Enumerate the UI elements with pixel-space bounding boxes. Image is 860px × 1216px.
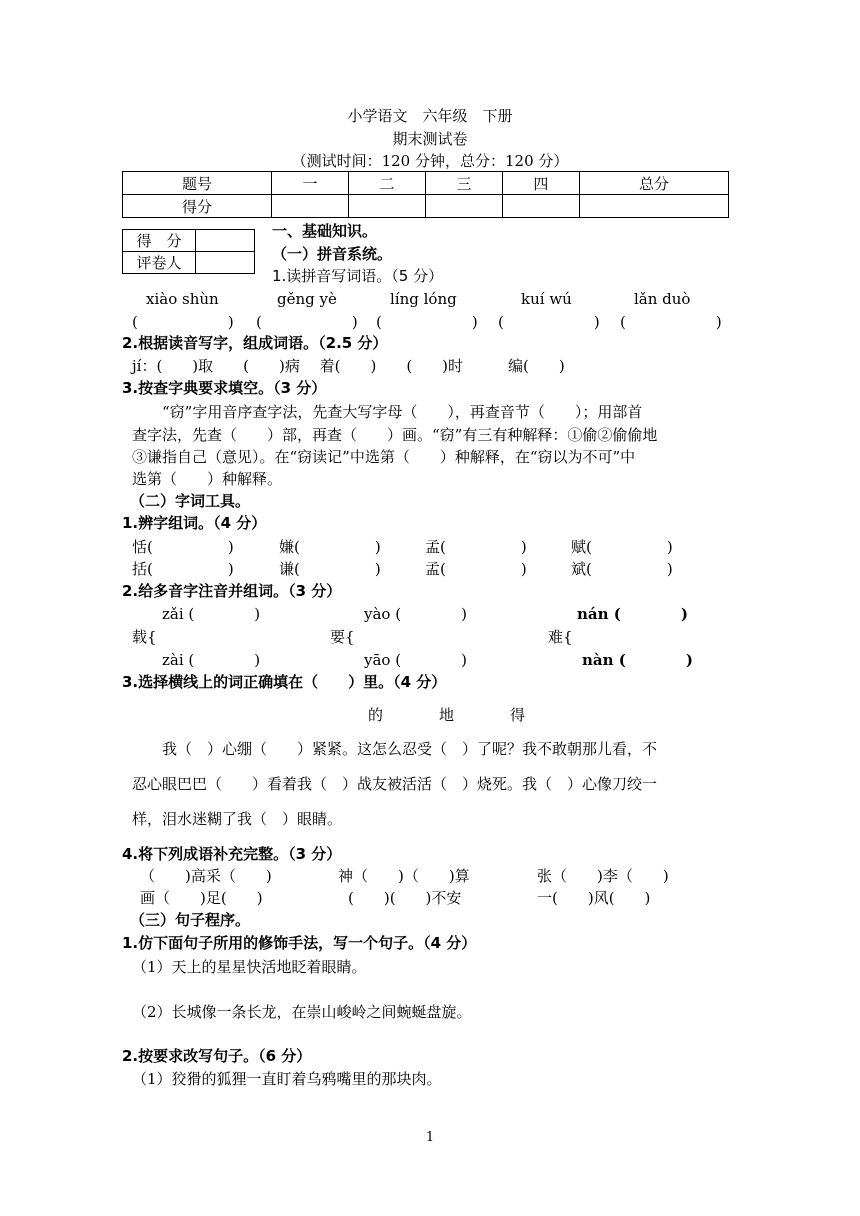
example-sentence: （2）长城像一条长龙，在崇山峻岭之间蜿蜒盘旋。 [132,1003,472,1021]
question-paragraph: 查字法，先查（ ）部，再查（ ）画。“窃”有三有种解释：①偷②偷偷地 [132,426,658,444]
idiom-blank[interactable]: 一( )风( ) [537,889,651,907]
idiom-blank[interactable]: 张（ )李（ ) [537,867,669,885]
polyphone-blank[interactable]: nán ( ) [577,605,688,623]
question-title: 4.将下列成语补充完整。（3 分） [122,845,342,863]
question-paragraph: 选第（ ）种解释。 [132,470,283,488]
word-blank[interactable]: 斌( ) [571,560,673,578]
idiom-blank[interactable]: 神（ )（ )算 [338,867,470,885]
pinyin-item: lǎn duò [634,290,691,308]
question-paragraph: 忍心眼巴巴（ ）看着我（ ）战友被活活（ ）烧死。我（ ）心像刀绞一 [132,775,658,793]
polyphone-blank[interactable]: yāo ( ) [364,651,467,669]
question-paragraph: 我（ ）心绷（ ）紧紧。这怎么忍受（ ）了呢？我不敢朝那儿看，不 [132,740,658,758]
answer-blank[interactable]: ( ) [256,313,358,331]
question-line: jí：( )取 ( )病 着( ) ( )时 编( ) [132,357,565,375]
grader-score-label: 得 分 [123,230,196,252]
word-blank[interactable]: 赋( ) [571,538,673,556]
subsection-heading: （三）句子程序。 [130,911,251,929]
pinyin-item: líng lóng [390,290,457,308]
pinyin-item: gěng yè [277,290,337,308]
polyphone-char: 要{ [330,628,355,646]
score-cell[interactable] [349,195,426,218]
score-table-header: 三 [425,172,502,195]
score-row-label: 得分 [123,195,272,218]
grader-score-cell[interactable] [196,230,255,252]
score-cell[interactable] [502,195,579,218]
word-blank[interactable]: 谦( ) [279,560,381,578]
score-table-score-row [123,195,729,218]
answer-blank[interactable]: ( ) [376,313,478,331]
score-table-header-row [123,172,729,195]
pinyin-item: kuí wú [521,290,572,308]
score-cell[interactable] [425,195,502,218]
polyphone-char: 载{ [132,628,157,646]
section-heading: 一、基础知识。 [272,222,378,240]
word-blank[interactable]: 嫌( ) [279,538,381,556]
question-title: 2.按要求改写句子。（6 分） [122,1047,312,1065]
answer-blank[interactable]: ( ) [498,313,600,331]
score-table-header: 总分 [579,172,728,195]
score-table-header: 题号 [123,172,272,195]
word-blank[interactable]: 括( ) [132,560,234,578]
pinyin-item: xiào shùn [146,290,219,308]
word-choice: 得 [510,706,526,724]
polyphone-blank[interactable]: nàn ( ) [582,651,693,669]
question-title: 1.仿下面句子所用的修饰手法，写一个句子。（4 分） [122,934,477,952]
example-sentence: （1）天上的星星快活地眨着眼睛。 [132,958,367,976]
word-blank[interactable]: 孟( ) [425,538,527,556]
question-title: 2.根据读音写字，组成词语。（2.5 分） [122,334,388,352]
score-cell[interactable] [579,195,728,218]
question-paragraph: ③谦指自己（意见）。在“窃读记”中选第（ ）种解释，在“窃以为不可”中 [132,448,636,466]
question-title: 3.按查字典要求填空。（3 分） [122,379,327,397]
polyphone-blank[interactable]: zǎi ( ) [162,605,261,623]
idiom-blank[interactable]: ( )( )不安 [348,889,462,907]
grader-name-label: 评卷人 [123,252,196,274]
word-blank[interactable]: 孟( ) [425,560,527,578]
question-title: 1.辨字组词。（4 分） [122,514,267,532]
word-choice: 地 [439,706,455,724]
paper-title: 期末测试卷 [392,130,468,148]
polyphone-blank[interactable]: yào ( ) [364,605,467,623]
polyphone-char: 难{ [548,628,573,646]
idiom-blank[interactable]: 画（ )足( ) [140,889,263,907]
subsection-heading: （一）拼音系统。 [272,245,393,263]
paper-subject-title: 小学语文 六年级 下册 [347,107,513,125]
grader-name-cell[interactable] [196,252,255,274]
word-blank[interactable]: 恬( ) [132,538,234,556]
answer-blank[interactable]: ( ) [620,313,722,331]
answer-blank[interactable]: ( ) [132,313,234,331]
question-paragraph: 样，泪水迷糊了我（ ）眼睛。 [132,810,343,828]
score-cell[interactable] [272,195,349,218]
question-title: 3.选择横线上的词正确填在（ ）里。（4 分） [122,673,447,691]
question-title: 1.读拼音写词语。（5 分） [272,267,444,285]
grader-table [122,229,255,274]
page-number: 1 [425,1130,435,1145]
question-title: 2.给多音字注音并组词。（3 分） [122,582,342,600]
paper-time-info: （测试时间：120 分钟，总分：120 分） [291,152,569,170]
polyphone-blank[interactable]: zài ( ) [162,651,261,669]
score-table-header: 一 [272,172,349,195]
example-sentence: （1）狡猾的狐狸一直盯着乌鸦嘴里的那块肉。 [132,1070,442,1088]
score-table-header: 四 [502,172,579,195]
score-table [122,171,729,218]
word-choice: 的 [368,706,384,724]
idiom-blank[interactable]: （ )高采（ ) [140,867,272,885]
subsection-heading: （二）字词工具。 [130,492,251,510]
score-table-header: 二 [349,172,426,195]
question-paragraph: “窃”字用音序查字法，先查大写字母（ ），再查音节（ ）；用部首 [132,403,643,421]
